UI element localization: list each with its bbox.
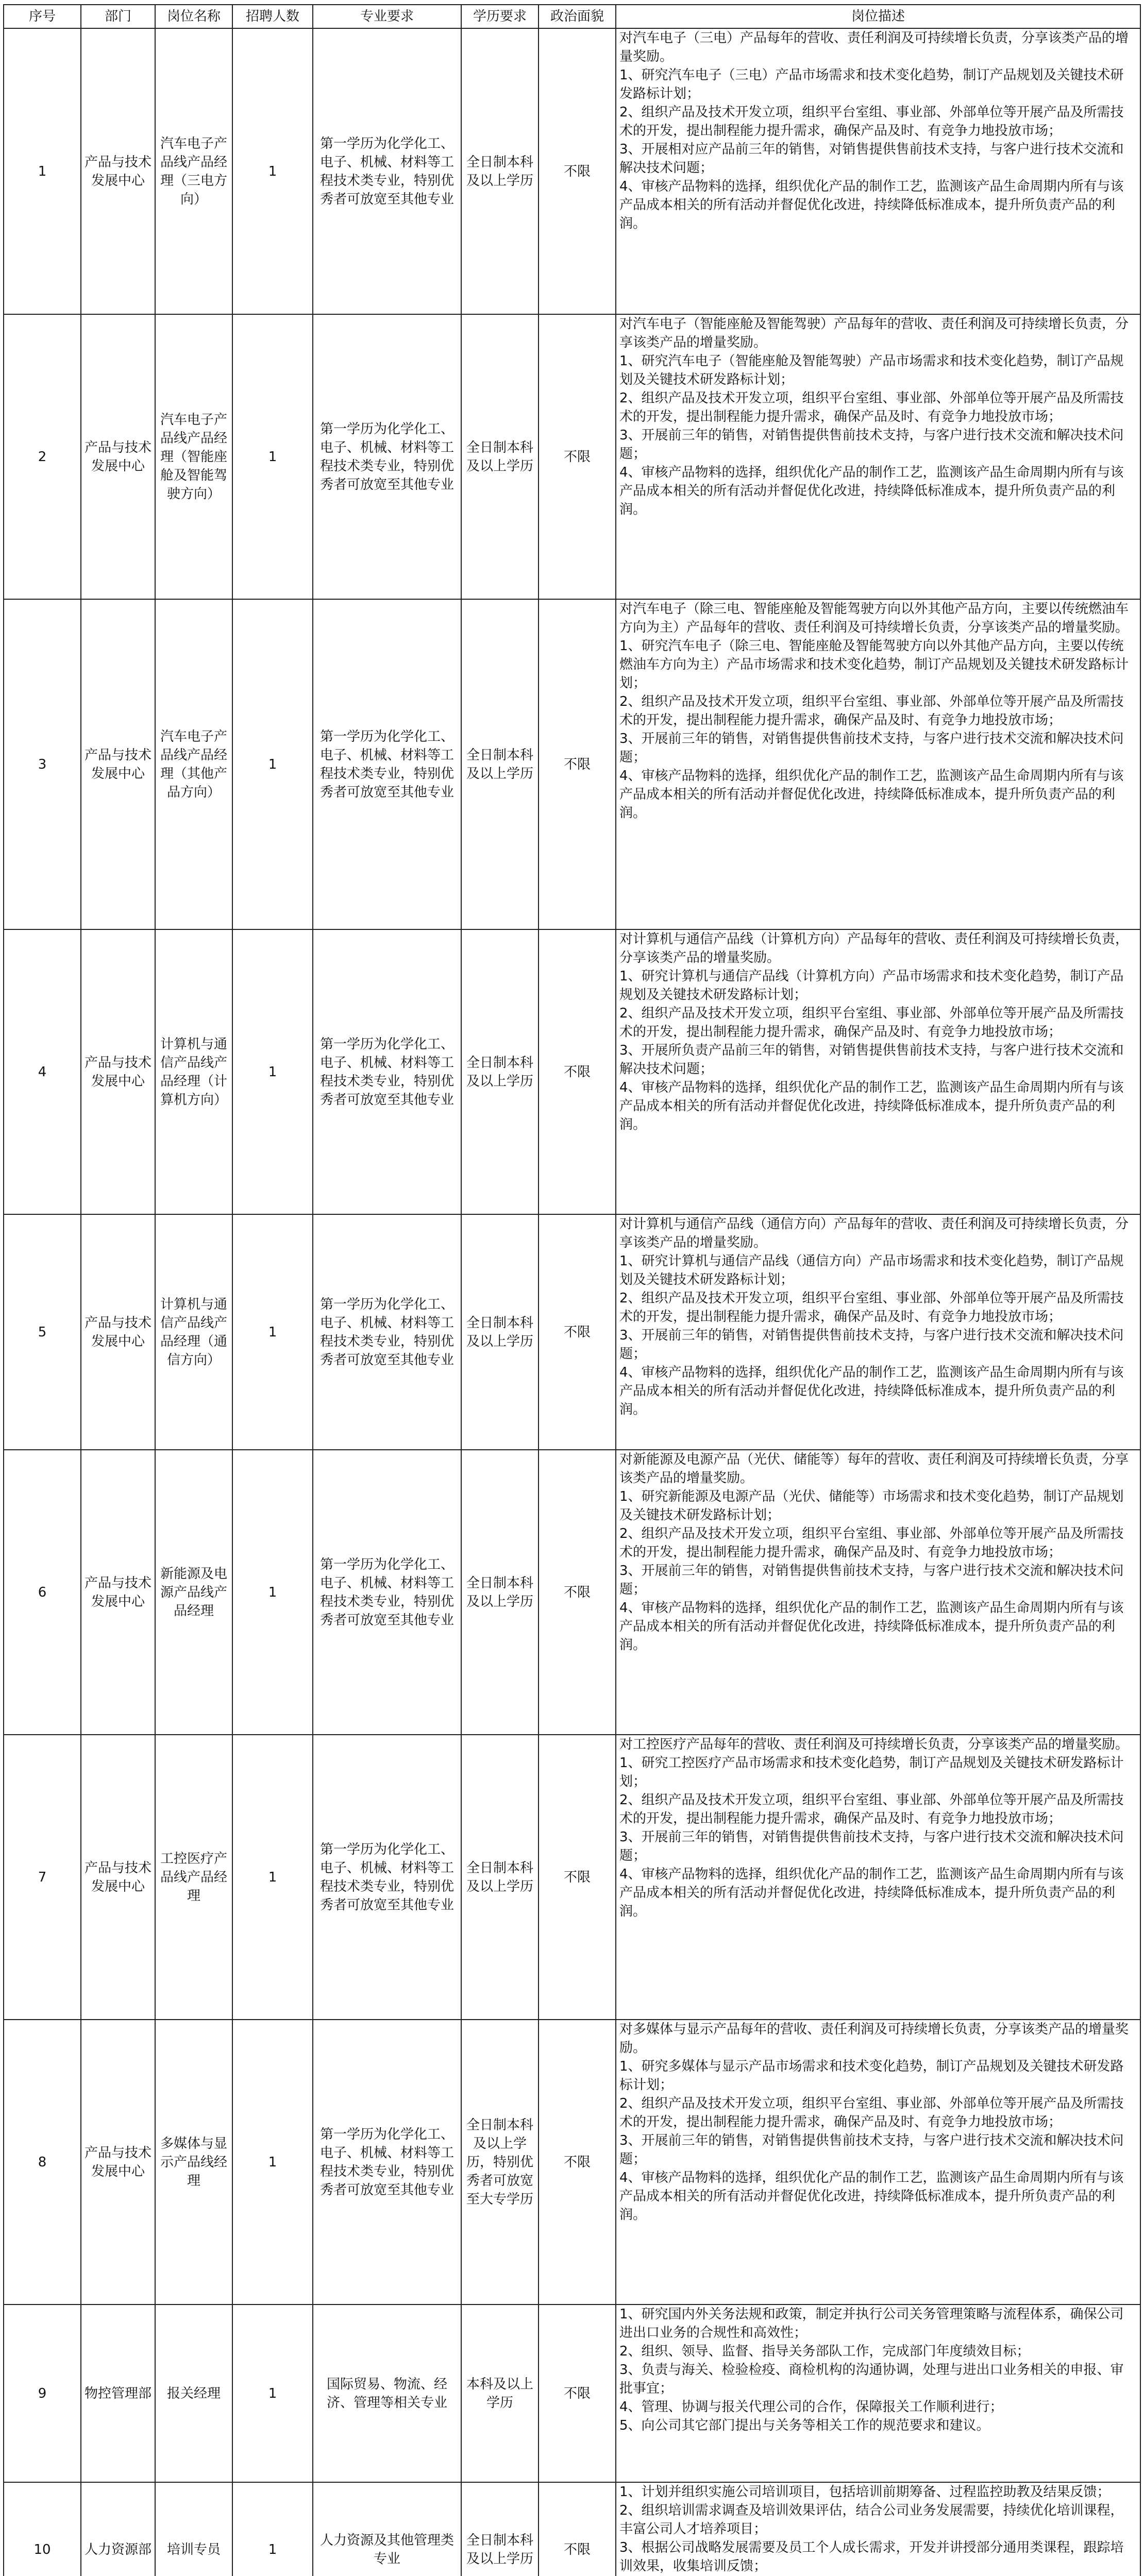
headcount-cell: 1 <box>232 1450 313 1735</box>
education-requirement-cell: 全日制本科及以上学历，特别优秀者可放宽至大专学历 <box>461 2020 539 2304</box>
row-number: 6 <box>4 1450 81 1735</box>
row-number: 4 <box>4 929 81 1214</box>
job-description-line: 4、审核产品物料的选择，组织优化产品的制作工艺，监测该产品生命周期内所有与该产品成本相关的所有活动并督促优化改进，持续降低标准成本，提升所负责产品的利润。 <box>619 2170 1124 2223</box>
header-major: 专业要求 <box>313 5 461 28</box>
table-row <box>4 28 1140 314</box>
job-description-line: 4、管理、协调与报关代理公司的合作，保障报关工作顺利进行； <box>619 2399 1003 2415</box>
political-status-cell: 不限 <box>539 2304 616 2482</box>
job-description-line: 3、负责与海关、检验检疫、商检机构的沟通协调，处理与进出口业务相关的申报、审批事宜； <box>619 2362 1124 2396</box>
row-number: 9 <box>4 2304 81 2482</box>
job-description-line: 4、审核产品物料的选择，组织优化产品的制作工艺，监测该产品生命周期内所有与该产品成本相关的所有活动并督促优化改进，持续降低标准成本，提升所负责产品的利润。 <box>619 768 1124 821</box>
headcount-cell: 1 <box>232 2482 313 2576</box>
position-title-cell: 多媒体与显示产品线经理 <box>155 2020 232 2304</box>
job-description-line: 3、开展前三年的销售，对销售提供售前技术支持，与客户进行技术交流和解决技术问题； <box>619 2133 1124 2167</box>
department-cell: 物控管理部 <box>81 2304 155 2482</box>
job-description-line: 3、开展前三年的销售，对销售提供售前技术支持，与客户进行技术交流和解决技术问题； <box>619 428 1124 462</box>
header-politics: 政治面貌 <box>539 5 616 28</box>
major-requirement-cell: 国际贸易、物流、经济、管理等相关专业 <box>313 2304 461 2482</box>
headcount-cell: 1 <box>232 314 313 599</box>
table-row <box>4 1214 1140 1450</box>
job-description-line: 对汽车电子（除三电、智能座舱及智能驾驶方向以外其他产品方向，主要以传统燃油车方向为主）产品每年的营收、责任利润及可持续增长负责，分享该类产品的增量奖励。 <box>619 601 1129 635</box>
row-number: 1 <box>4 28 81 314</box>
job-description-line: 2、组织产品及技术开发立项，组织平台室组、事业部、外部单位等开展产品及所需技术的开发，提出制程能力提升需求，确保产品及时、有竞争力地投放市场； <box>619 694 1124 728</box>
job-description-cell <box>616 2304 1140 2482</box>
major-requirement-cell: 第一学历为化学化工、电子、机械、材料等工程技术类专业，特别优秀者可放宽至其他专业 <box>313 314 461 599</box>
position-title-cell: 汽车电子产品线产品经理（其他产品方向） <box>155 599 232 929</box>
headcount-cell: 1 <box>232 599 313 929</box>
education-requirement-cell: 全日制本科及以上学历 <box>461 2482 539 2576</box>
position-title-cell: 工控医疗产品线产品经理 <box>155 1735 232 2020</box>
table-header-row <box>4 5 1140 28</box>
header-edu: 学历要求 <box>461 5 539 28</box>
table-row <box>4 2304 1140 2482</box>
political-status-cell: 不限 <box>539 314 616 599</box>
job-description-line: 1、研究汽车电子（智能座舱及智能驾驶）产品市场需求和技术变化趋势，制订产品规划及关键技术研发路标计划； <box>619 353 1124 387</box>
job-description-line: 2、组织产品及技术开发立项，组织平台室组、事业部、外部单位等开展产品及所需技术的开发，提出制程能力提升需求，确保产品及时、有竞争力地投放市场； <box>619 2096 1124 2130</box>
job-description-line: 对工控医疗产品每年的营收、责任利润及可持续增长负责，分享该类产品的增量奖励。 <box>619 1737 1129 1752</box>
job-description-line: 3、开展前三年的销售，对销售提供售前技术支持，与客户进行技术交流和解决技术问题； <box>619 1563 1124 1597</box>
job-description-line: 1、研究汽车电子（三电）产品市场需求和技术变化趋势，制订产品规划及关键技术研发路标计划； <box>619 67 1124 101</box>
major-requirement-cell: 第一学历为化学化工、电子、机械、材料等工程技术类专业，特别优秀者可放宽至其他专业 <box>313 1450 461 1735</box>
job-description-cell <box>616 1450 1140 1735</box>
department-cell: 产品与技术发展中心 <box>81 28 155 314</box>
major-requirement-cell: 第一学历为化学化工、电子、机械、材料等工程技术类专业，特别优秀者可放宽至其他专业 <box>313 2020 461 2304</box>
row-number: 5 <box>4 1214 81 1450</box>
job-description-cell <box>616 2020 1140 2304</box>
job-description-line: 对计算机与通信产品线（通信方向）产品每年的营收、责任利润及可持续增长负责，分享该类产品的增量奖励。 <box>619 1216 1129 1250</box>
recruitment-table <box>3 4 1141 2576</box>
job-description-line: 对多媒体与显示产品每年的营收、责任利润及可持续增长负责，分享该类产品的增量奖励。 <box>619 2022 1129 2056</box>
job-description-line: 3、开展所负责产品前三年的销售，对销售提供售前技术支持，与客户进行技术交流和解决技术问题； <box>619 1043 1124 1077</box>
table-row <box>4 1450 1140 1735</box>
education-requirement-cell: 全日制本科及以上学历 <box>461 599 539 929</box>
major-requirement-cell: 人力资源及其他管理类专业 <box>313 2482 461 2576</box>
job-description-line: 4、审核产品物料的选择，组织优化产品的制作工艺，监测该产品生命周期内所有与该产品成本相关的所有活动并督促优化改进，持续降低标准成本，提升所负责产品的利润。 <box>619 1365 1124 1417</box>
job-description-cell <box>616 1735 1140 2020</box>
job-description-line: 3、根据公司战略发展需要及员工个人成长需求，开发并讲授部分通用类课程，跟踪培训效果，收集培训反馈； <box>619 2540 1124 2574</box>
job-description-cell <box>616 314 1140 599</box>
department-cell: 人力资源部 <box>81 2482 155 2576</box>
row-number: 10 <box>4 2482 81 2576</box>
position-title-cell: 计算机与通信产品线产品经理（通信方向） <box>155 1214 232 1450</box>
education-requirement-cell: 全日制本科及以上学历 <box>461 1735 539 2020</box>
table-row <box>4 2482 1140 2576</box>
table-row <box>4 929 1140 1214</box>
department-cell: 产品与技术发展中心 <box>81 2020 155 2304</box>
job-description-line: 1、研究计算机与通信产品线（计算机方向）产品市场需求和技术变化趋势，制订产品规划及关键技术研发路标计划； <box>619 969 1124 1003</box>
job-description-line: 1、计划并组织实施公司培训项目，包括培训前期筹备、过程监控助教及结果反馈； <box>619 2484 1111 2500</box>
job-description-line: 3、开展前三年的销售，对销售提供售前技术支持，与客户进行技术交流和解决技术问题； <box>619 1328 1124 1362</box>
job-description-line: 3、开展前三年的销售，对销售提供售前技术支持，与客户进行技术交流和解决技术问题； <box>619 1829 1124 1863</box>
job-description-line: 1、研究汽车电子（除三电、智能座舱及智能驾驶方向以外其他产品方向，主要以传统燃油车方向为主）产品市场需求和技术变化趋势，制订产品规划及关键技术研发路标计划； <box>619 638 1129 691</box>
job-description-line: 4、审核产品物料的选择，组织优化产品的制作工艺，监测该产品生命周期内所有与该产品成本相关的所有活动并督促优化改进，持续降低标准成本，提升所负责产品的利润。 <box>619 465 1124 517</box>
department-cell: 产品与技术发展中心 <box>81 1735 155 2020</box>
job-description-line: 5、向公司其它部门提出与关务等相关工作的规范要求和建议。 <box>619 2418 990 2433</box>
position-title-cell: 计算机与通信产品线产品经理（计算机方向） <box>155 929 232 1214</box>
political-status-cell: 不限 <box>539 1450 616 1735</box>
header-title: 岗位名称 <box>155 5 232 28</box>
job-description-line: 4、审核产品物料的选择，组织优化产品的制作工艺，监测该产品生命周期内所有与该产品成本相关的所有活动并督促优化改进，持续降低标准成本，提升所负责产品的利润。 <box>619 1600 1124 1653</box>
row-number: 3 <box>4 599 81 929</box>
job-description-line: 1、研究计算机与通信产品线（通信方向）产品市场需求和技术变化趋势，制订产品规划及关键技术研发路标计划； <box>619 1253 1124 1287</box>
job-description-line: 对新能源及电源产品（光伏、储能等）每年的营收、责任利润及可持续增长负责，分享该类产品的增量奖励。 <box>619 1452 1129 1486</box>
table-row <box>4 2020 1140 2304</box>
row-number: 7 <box>4 1735 81 2020</box>
job-description-line: 2、组织产品及技术开发立项，组织平台室组、事业部、外部单位等开展产品及所需技术的开发，提出制程能力提升需求，确保产品及时、有竞争力地投放市场； <box>619 105 1124 139</box>
headcount-cell: 1 <box>232 2020 313 2304</box>
department-cell: 产品与技术发展中心 <box>81 1450 155 1735</box>
job-description-line: 2、组织、领导、监督、指导关务部队工作，完成部门年度绩效目标； <box>619 2344 1030 2359</box>
job-description-line: 3、开展前三年的销售，对销售提供售前技术支持，与客户进行技术交流和解决技术问题； <box>619 731 1124 765</box>
job-description-line: 3、开展相对应产品前三年的销售，对销售提供售前技术支持，与客户进行技术交流和解决技术问题； <box>619 142 1124 176</box>
job-description-line: 对计算机与通信产品线（计算机方向）产品每年的营收、责任利润及可持续增长负责，分享该类产品的增量奖励。 <box>619 931 1129 965</box>
headcount-cell: 1 <box>232 28 313 314</box>
major-requirement-cell: 第一学历为化学化工、电子、机械、材料等工程技术类专业，特别优秀者可放宽至其他专业 <box>313 1735 461 2020</box>
job-description-line: 4、审核产品物料的选择，组织优化产品的制作工艺，监测该产品生命周期内所有与该产品成本相关的所有活动并督促优化改进，持续降低标准成本，提升所负责产品的利润。 <box>619 179 1124 231</box>
header-no: 序号 <box>4 5 81 28</box>
job-description-line: 4、审核产品物料的选择，组织优化产品的制作工艺，监测该产品生命周期内所有与该产品成本相关的所有活动并督促优化改进，持续降低标准成本，提升所负责产品的利润。 <box>619 1867 1124 1919</box>
political-status-cell: 不限 <box>539 599 616 929</box>
education-requirement-cell: 全日制本科及以上学历 <box>461 28 539 314</box>
job-description-line: 对汽车电子（智能座舱及智能驾驶）产品每年的营收、责任利润及可持续增长负责，分享该类产品的增量奖励。 <box>619 316 1129 350</box>
department-cell: 产品与技术发展中心 <box>81 1214 155 1450</box>
job-description-line: 1、研究国内外关务法规和政策，制定并执行公司关务管理策略与流程体系，确保公司进出口业务的合规性和高效性； <box>619 2307 1124 2341</box>
education-requirement-cell: 全日制本科及以上学历 <box>461 1450 539 1735</box>
major-requirement-cell: 第一学历为化学化工、电子、机械、材料等工程技术类专业，特别优秀者可放宽至其他专业 <box>313 599 461 929</box>
political-status-cell: 不限 <box>539 2020 616 2304</box>
political-status-cell: 不限 <box>539 28 616 314</box>
major-requirement-cell: 第一学历为化学化工、电子、机械、材料等工程技术类专业，特别优秀者可放宽至其他专业 <box>313 28 461 314</box>
political-status-cell: 不限 <box>539 2482 616 2576</box>
education-requirement-cell: 本科及以上学历 <box>461 2304 539 2482</box>
major-requirement-cell: 第一学历为化学化工、电子、机械、材料等工程技术类专业，特别优秀者可放宽至其他专业 <box>313 1214 461 1450</box>
education-requirement-cell: 全日制本科及以上学历 <box>461 314 539 599</box>
header-desc: 岗位描述 <box>616 5 1140 28</box>
job-description-line: 2、组织产品及技术开发立项，组织平台室组、事业部、外部单位等开展产品及所需技术的开发，提出制程能力提升需求，确保产品及时、有竞争力地投放市场； <box>619 391 1124 425</box>
header-count: 招聘人数 <box>232 5 313 28</box>
headcount-cell: 1 <box>232 929 313 1214</box>
education-requirement-cell: 全日制本科及以上学历 <box>461 1214 539 1450</box>
department-cell: 产品与技术发展中心 <box>81 314 155 599</box>
headcount-cell: 1 <box>232 1735 313 2020</box>
job-description-line: 对汽车电子（三电）产品每年的营收、责任利润及可持续增长负责，分享该类产品的增量奖励。 <box>619 30 1129 64</box>
position-title-cell: 培训专员 <box>155 2482 232 2576</box>
job-description-line: 1、研究新能源及电源产品（光伏、储能等）市场需求和技术变化趋势，制订产品规划及关键技术研发路标计划； <box>619 1489 1124 1523</box>
row-number: 8 <box>4 2020 81 2304</box>
major-requirement-cell: 第一学历为化学化工、电子、机械、材料等工程技术类专业，特别优秀者可放宽至其他专业 <box>313 929 461 1214</box>
job-description-line: 4、审核产品物料的选择，组织优化产品的制作工艺，监测该产品生命周期内所有与该产品成本相关的所有活动并督促优化改进，持续降低标准成本，提升所负责产品的利润。 <box>619 1080 1124 1132</box>
table-row <box>4 314 1140 599</box>
department-cell: 产品与技术发展中心 <box>81 599 155 929</box>
recruitment-sheet <box>3 4 1140 2576</box>
header-dept: 部门 <box>81 5 155 28</box>
headcount-cell: 1 <box>232 2304 313 2482</box>
job-description-line: 1、研究多媒体与显示产品市场需求和技术变化趋势，制订产品规划及关键技术研发路标计划； <box>619 2059 1124 2093</box>
education-requirement-cell: 全日制本科及以上学历 <box>461 929 539 1214</box>
political-status-cell: 不限 <box>539 1735 616 2020</box>
row-number: 2 <box>4 314 81 599</box>
position-title-cell: 汽车电子产品线产品经理（智能座舱及智能驾驶方向） <box>155 314 232 599</box>
job-description-cell <box>616 599 1140 929</box>
job-description-cell <box>616 1214 1140 1450</box>
job-description-line: 2、组织产品及技术开发立项，组织平台室组、事业部、外部单位等开展产品及所需技术的开发，提出制程能力提升需求，确保产品及时、有竞争力地投放市场； <box>619 1792 1124 1826</box>
job-description-line: 2、组织产品及技术开发立项，组织平台室组、事业部、外部单位等开展产品及所需技术的开发，提出制程能力提升需求，确保产品及时、有竞争力地投放市场； <box>619 1291 1124 1325</box>
political-status-cell: 不限 <box>539 929 616 1214</box>
table-row <box>4 1735 1140 2020</box>
position-title-cell: 汽车电子产品线产品经理（三电方向） <box>155 28 232 314</box>
job-description-line: 1、研究工控医疗产品市场需求和技术变化趋势，制订产品规划及关键技术研发路标计划； <box>619 1755 1124 1789</box>
headcount-cell: 1 <box>232 1214 313 1450</box>
job-description-cell <box>616 28 1140 314</box>
department-cell: 产品与技术发展中心 <box>81 929 155 1214</box>
position-title-cell: 报关经理 <box>155 2304 232 2482</box>
job-description-cell <box>616 929 1140 1214</box>
job-description-line: 2、组织产品及技术开发立项，组织平台室组、事业部、外部单位等开展产品及所需技术的开发，提出制程能力提升需求，确保产品及时、有竞争力地投放市场； <box>619 1006 1124 1040</box>
job-description-cell <box>616 2482 1140 2576</box>
table-row <box>4 599 1140 929</box>
job-description-line: 2、组织产品及技术开发立项，组织平台室组、事业部、外部单位等开展产品及所需技术的开发，提出制程能力提升需求，确保产品及时、有竞争力地投放市场； <box>619 1526 1124 1560</box>
political-status-cell: 不限 <box>539 1214 616 1450</box>
job-description-line: 2、组织培训需求调查及培训效果评估，结合公司业务发展需要，持续优化培训课程，丰富公司人才培养项目； <box>619 2503 1124 2537</box>
position-title-cell: 新能源及电源产品线产品经理 <box>155 1450 232 1735</box>
